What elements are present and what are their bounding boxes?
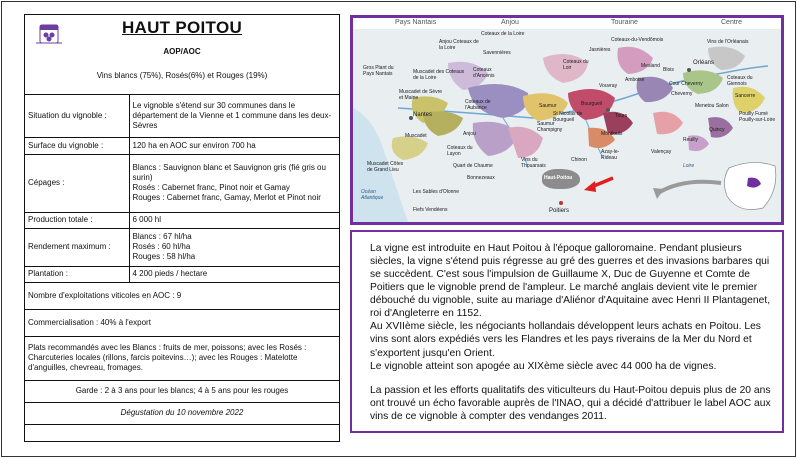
row-label: Cépages : [25, 154, 129, 212]
grape-line: Blancs : Sauvignon blanc et Sauvignon gris (fié gris ou surin) [132, 163, 326, 182]
wine-colors-share: Vins blancs (75%), Rosés(6%) et Rouges (19%) [96, 71, 268, 80]
row-label: Situation du vignoble : [25, 95, 129, 137]
row-value: 6 000 hl [129, 212, 339, 228]
map-label: Jasnières [589, 47, 611, 53]
card-header [25, 15, 339, 95]
map-label: Amboise [625, 77, 645, 83]
map-label: Coteaux de l'Aubance [465, 99, 491, 111]
table-row [25, 282, 339, 309]
map-label: Gros Plant du Pays Nantais [363, 65, 394, 77]
appellation-label: AOP/AOC [163, 47, 201, 56]
row-value: Le vignoble s'étend sur 30 communes dans le département de la Vienne et 1 commune dans les deux-Sèvres [129, 95, 339, 137]
map-label: Tours [615, 113, 628, 119]
region-label: Touraine [611, 19, 638, 26]
map-label: Valençay [651, 149, 672, 155]
map-label: Les Sables d'Olonne [413, 189, 459, 195]
row-label: Plantation : [25, 266, 129, 282]
wine-card [24, 14, 340, 442]
map-label: Reuilly [683, 137, 699, 143]
table-row [25, 309, 339, 336]
map-label: Coteaux de la Loire [481, 31, 525, 37]
map-label: Blois [663, 67, 674, 73]
yield-line: Rouges : 58 hl/ha [132, 252, 196, 261]
table-row [25, 266, 339, 282]
row-label: Surface du vignoble : [25, 137, 129, 154]
history-paragraph: La vigne est introduite en Haut Poitou à l'époque galloromaine. Pendant plusieurs siècles, la vigne s'étend puis régresse au gré des guerres et des invasions barbares qui se succèdent. C'est sous l'impulsion de Guillaume X, Duc de Guyenne et Comte de Poitiers que le vignoble prend de l'ampleur. Le marché anglais devient vite le premier débouché du vignoble, suite au mariage d'Aliénor d'Aquitaine avec Henri II Plantagenet, roi d'Angleterre en 1152. [370, 243, 771, 320]
haut-poitou-label: Haut-Poitou [544, 175, 573, 181]
table-row [25, 95, 339, 137]
row-label: Production totale : [25, 212, 129, 228]
map-label: Vouvray [599, 83, 618, 89]
history-paragraph: Le vignoble atteint son apogée au XIXème siècle avec 44 000 ha de vignes. [370, 360, 717, 372]
map-label: Montlouis [601, 131, 623, 137]
map-label: Quincy [709, 127, 725, 133]
map-label: Loire [683, 163, 695, 169]
map-label: Menetou Salon [695, 103, 729, 109]
table-row [25, 228, 339, 266]
table-row [25, 212, 339, 228]
poitiers-marker [559, 201, 563, 205]
map-label: Bourgueil [581, 101, 603, 107]
history-text [350, 230, 784, 433]
map-label: Anjou Coteaux de la Loire [439, 39, 479, 51]
commercialisation-share: Commercialisation : 40% à l'export [25, 309, 339, 336]
region-label: Centre [721, 19, 743, 26]
map-label: Cheverny [671, 91, 693, 97]
map-label: Coteaux du Giennois [727, 75, 753, 87]
table-row [25, 380, 339, 402]
loire-valley-map [350, 15, 784, 225]
grape-line: Rouges : Cabernet franc, Gamay, Merlot et Pinot noir [132, 193, 321, 202]
map-label: Orléans [693, 60, 715, 66]
map-label: Saumur Champigny [537, 121, 563, 133]
tasting-date: Dégustation du 10 novembre 2022 [25, 402, 339, 424]
map-label: Muscadet des Coteaux de la Loire [413, 69, 465, 81]
map-label: Océan Atlantique [361, 189, 384, 201]
history-paragraph: La passion et les efforts qualitatifs des viticulteurs du Haut-Poitou depuis plus de 20 ans ont trouvé un écho favorable auprès de l'INAO, qui a décidé d'attribuer le label AOC aux vins de ce vignoble à compter des vendanges 2011. [370, 384, 771, 422]
grape-line: Rosés : Cabernet franc, Pinot noir et Gamay [132, 183, 290, 192]
exploitations-count: Nombre d'exploitations viticoles en AOC : 9 [25, 282, 339, 309]
map-label: St Nicolas de Bourgueil [553, 111, 583, 123]
map-label: Nantes [413, 112, 433, 118]
map-label: Pouilly Fumé Pouilly-sur-Loire [739, 111, 776, 123]
row-value [129, 228, 339, 266]
yield-line: Rosés : 60 hl/ha [132, 242, 191, 251]
map-label: Vins du Thouarsais [521, 157, 546, 169]
history-paragraph: Au XVIIème siècle, les négociants hollandais développent leurs achats en Poitou. Les vins sont alors expédiés vers les Flandres et les pays riverains de la Mer du Nord et s'exportent jusqu'en Orient. [370, 321, 761, 359]
page-title: HAUT POITOU [121, 18, 243, 37]
map-label: Muscadet Côtes de Grand Lieu [367, 161, 404, 173]
map-label: Coteaux du Loir [563, 59, 589, 71]
table-row [25, 402, 339, 424]
row-value [129, 154, 339, 212]
map-label: Saumur [539, 103, 557, 109]
map-label: Coteaux d'Ancenis [473, 67, 495, 79]
table-row [25, 336, 339, 380]
map-label: Sancerre [735, 93, 756, 99]
map-label: Mesland [641, 63, 660, 69]
yield-line: Blancs : 67 hl/ha [132, 232, 192, 241]
map-label: Quart de Chaume [453, 163, 493, 169]
row-value: 4 200 pieds / hectare [129, 266, 339, 282]
row-value: 120 ha en AOC sur environ 700 ha [129, 137, 339, 154]
map-label: Muscadet [405, 133, 427, 139]
map-label: Vins de l'Orléanais [707, 39, 749, 45]
map-label: Cour Cheverny [669, 81, 703, 87]
aging-potential: Garde : 2 à 3 ans pour les blancs; 4 à 5 ans pour les rouges [25, 380, 339, 402]
table-row [25, 154, 339, 212]
page-sheet [1, 1, 796, 457]
table-row [25, 137, 339, 154]
map-label: Bonnezeaux [467, 175, 495, 181]
map-label: Poitiers [549, 208, 570, 214]
map-label: Savennières [483, 50, 511, 56]
map-label: Fiefs Vendéens [413, 207, 448, 213]
map-label: Azay-le-Rideau [601, 149, 620, 161]
map-label: Coteaux du Layon [447, 145, 473, 157]
map-label: Anjou [463, 131, 476, 137]
map-label: Muscadet de Sèvre et Maine [399, 89, 443, 101]
row-label: Rendement maximum : [25, 228, 129, 266]
map-label: Coteaux-du-Vendômois [611, 37, 664, 43]
food-pairings: Plats recommandés avec les Blancs : fruits de mer, poissons; avec les Rosés : Charcuteries locales (rillons, farcis poitevins…); avec les Rouges : Matelotte d'anguilles, chevreau, fromages. [25, 336, 339, 380]
map-label: Chinon [571, 157, 587, 163]
region-label: Pays Nantais [395, 19, 437, 26]
specs-table [25, 95, 339, 425]
region-label: Anjou [501, 19, 519, 26]
